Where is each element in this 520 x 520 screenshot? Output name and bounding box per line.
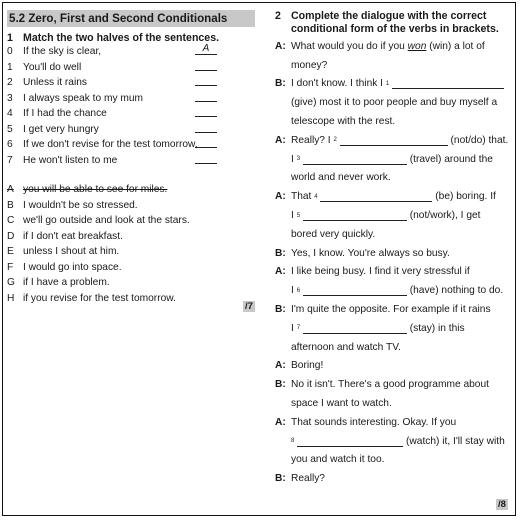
option-item-used [7,182,255,198]
dialogue-text: I'm quite the opposite. For example if it rains [291,304,491,316]
dialogue-text: bored very quickly. [291,228,376,240]
instruction-line-2: conditional form of the verbs in brackets. [291,22,499,35]
gap-number: 7 [296,325,301,332]
exercise-2-instruction [291,10,499,35]
exercise-2-number: 2 [275,10,281,22]
option-item [7,291,255,307]
gap-1-blank[interactable] [392,78,504,89]
dialogue-line [275,225,515,244]
dialogue-text: No it isn't. There's a good programme about [291,379,489,391]
item-number: 5 [7,123,13,135]
right-column [275,10,515,488]
dialogue-line [275,338,515,357]
dialogue-line [275,244,515,263]
option-letter: A [7,184,14,196]
match-item [7,44,255,60]
dialogue-line [275,300,515,319]
exercise-1-score: /7 [245,301,253,312]
option-letter: G [7,277,15,289]
dialogue-text: afternoon and watch TV. [291,341,401,353]
speaker-label: B: [275,78,286,90]
instruction-line-1: Complete the dialogue with the correct [291,10,487,22]
dialogue-text: (win) a lot of [429,40,485,52]
dialogue-text: I [291,285,294,297]
gap-2-blank[interactable] [340,135,448,146]
dialogue-text: I [291,322,294,334]
dialogue-line [275,93,515,112]
speaker-label: A: [275,360,286,372]
example-answer: won [407,40,427,52]
dialogue-line [275,56,515,75]
dialogue-line [275,451,515,470]
item-text: If the sky is clear, [23,46,102,58]
option-text: you will be able to see for miles. [23,184,168,196]
dialogue-line [275,319,515,338]
option-letter: F [7,261,14,273]
dialogue-text: (travel) around the [409,153,493,165]
match-item [7,91,255,107]
dialogue-text: What would you do if you [291,40,405,52]
gap-6-blank[interactable] [303,285,407,296]
dialogue-line [275,187,515,206]
dialogue-text: I [291,153,294,165]
option-text: if I have a problem. [23,277,110,289]
item-text: I get very hungry [23,123,99,135]
item-number: 4 [7,108,13,120]
speaker-label: A: [275,134,286,146]
exercise-1-heading [7,32,255,44]
dialogue-line [275,169,515,188]
gap-number: 8 [291,438,295,445]
option-item [7,275,255,291]
answer-value: A [202,43,210,54]
item-text: If I had the chance [23,108,107,120]
answer-blank[interactable] [195,132,217,133]
dialogue-text: telescope with the rest. [291,116,396,128]
gap-number: 1 [385,80,390,87]
dialogue-text: That [291,191,312,203]
option-text: if I don't eat breakfast. [23,230,123,242]
option-item [7,229,255,245]
answer-blank[interactable] [195,101,217,102]
dialogue-text: I don't know. I think I [291,78,383,90]
speaker-label: A: [275,416,286,428]
dialogue-line [275,75,515,94]
item-number: 0 [7,46,13,58]
dialogue-text: (have) nothing to do. [409,285,504,297]
option-letter: C [7,215,15,227]
option-item [7,198,255,214]
answer-blank[interactable] [195,163,217,164]
item-number: 6 [7,139,13,151]
gap-number: 5 [296,212,301,219]
dialogue-line [275,37,515,56]
answer-blank[interactable] [195,85,217,86]
option-letter: H [7,292,15,304]
dialogue-text: (not/do) that. [450,134,509,146]
answer-blank[interactable] [195,70,217,71]
option-text: we'll go outside and look at the stars. [23,215,190,227]
dialogue-text: Really? [291,473,325,485]
dialogue-line [275,131,515,150]
gap-5-blank[interactable] [303,210,407,221]
match-item [7,106,255,122]
dialogue-line [275,281,515,300]
dialogue-text: (be) boring. If [435,191,496,203]
item-number: 2 [7,77,13,89]
answer-blank[interactable] [195,116,217,117]
option-text: I wouldn't be so stressed. [23,199,138,211]
section-title-bar [7,10,255,27]
dialogue-text: money? [291,59,328,71]
dialogue-line [275,469,515,488]
exercise-2-score: /8 [498,499,506,510]
answer-blank[interactable] [195,147,217,148]
dialogue-text: (not/work), I get [409,210,481,222]
speaker-label: B: [275,247,286,259]
dialogue-line [275,263,515,282]
dialogue-text: Boring! [291,360,324,372]
gap-8-blank[interactable] [297,436,403,447]
item-text: He won't listen to me [23,154,118,166]
dialogue-text: (watch) it, I'll stay with [406,435,505,447]
dialogue-line [275,112,515,131]
item-text: If we don't revise for the test tomorrow, [23,139,198,151]
match-item [7,122,255,138]
exercise-1-instruction: Match the two halves of the sentences. [23,32,220,44]
speaker-label: B: [275,304,286,316]
item-number: 3 [7,92,13,104]
speaker-label: A: [275,266,286,278]
dialogue-line [275,413,515,432]
left-column [7,10,255,306]
dialogue-text: you and watch it too. [291,454,385,466]
option-letter: E [7,246,14,258]
option-item [7,244,255,260]
dialogue-text: I [291,210,294,222]
dialogue-text: space I want to watch. [291,398,392,410]
exercise-1-number: 1 [7,32,13,44]
speaker-label: A: [275,40,286,52]
option-letter: B [7,199,14,211]
dialogue-text: I like being busy. I find it very stressful if [291,266,470,278]
dialogue-line [275,394,515,413]
match-item [7,153,255,169]
dialogue-text: world and never work. [291,172,391,184]
gap-3-blank[interactable] [303,154,407,165]
dialogue-line [275,375,515,394]
match-item [7,137,255,153]
option-text: unless I shout at him. [23,246,120,258]
exercise-1-options [7,182,255,306]
gap-number: 4 [314,193,318,200]
item-text: I always speak to my mum [23,92,144,104]
exercise-1-items [7,44,255,168]
speaker-label: A: [275,191,286,203]
gap-7-blank[interactable] [303,323,407,334]
gap-number: 6 [296,287,301,294]
dialogue-text: That sounds interesting. Okay. If you [291,416,457,428]
speaker-label: B: [275,379,286,391]
option-item [7,213,255,229]
exercise-2-heading [275,10,515,35]
speaker-label: B: [275,473,286,485]
dialogue-line [275,206,515,225]
dialogue-line [275,432,515,451]
gap-4-blank[interactable] [320,191,432,202]
gap-number: 3 [296,156,301,163]
gap-number: 2 [333,137,337,144]
dialogue-text: (give) most it to poor people and buy myself a [291,97,498,109]
dialogue-line [275,150,515,169]
dialogue-text: Really? I [291,134,331,146]
answer-blank[interactable] [195,43,217,55]
option-text: if you revise for the test tomorrow. [23,292,176,304]
item-text: Unless it rains [23,77,87,89]
match-item [7,60,255,76]
dialogue-text: (stay) in this [409,322,465,334]
option-item [7,260,255,276]
option-text: I would go into space. [23,261,122,273]
match-item [7,75,255,91]
dialogue-line [275,357,515,376]
option-letter: D [7,230,15,242]
item-number: 1 [7,61,13,73]
dialogue-text: Yes, I know. You're always so busy. [291,247,450,259]
section-title: 5.2 Zero, First and Second Conditionals [9,12,228,25]
item-text: You'll do well [23,61,82,73]
item-number: 7 [7,154,13,166]
